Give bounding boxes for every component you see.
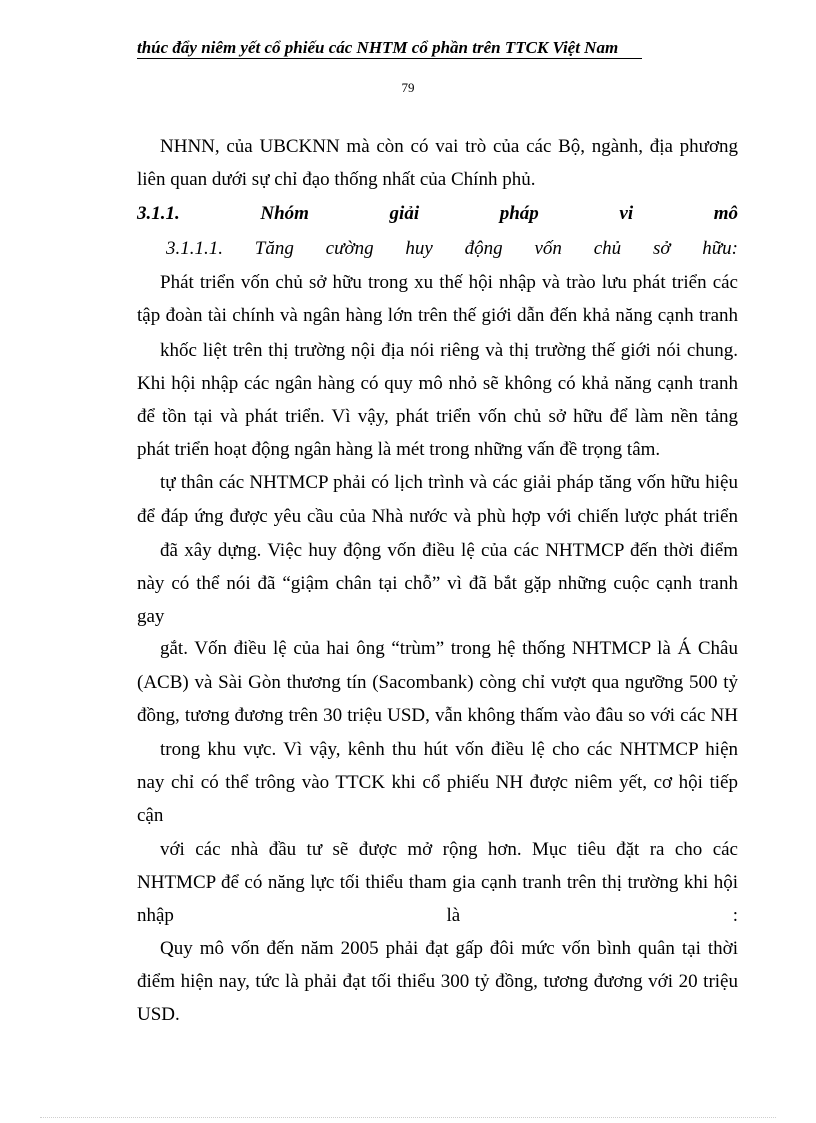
body-line: liên quan dưới sự chỉ đạo thống nhất của Chính phủ. (137, 169, 536, 190)
body-line: điểm hiện nay, tức là phải đạt tối thiểu 300 tỷ đồng, tương đương với 20 triệu (137, 971, 738, 992)
page-bottom-border (40, 1117, 776, 1118)
body-line: đã xây dựng. Việc huy động vốn điều lệ của các NHTMCP đến thời điểm (160, 540, 738, 561)
body-line: nhập là : (137, 905, 738, 926)
body-line: khốc liệt trên thị trường nội địa nói riêng và thị trường thế giới nói chung. (160, 340, 738, 361)
body-line: Khi hội nhập các ngân hàng có quy mô nhỏ sẽ không có khả năng cạnh tranh (137, 373, 738, 394)
section-heading: 3.1.1. Nhóm giải pháp vi mô (137, 203, 738, 224)
body-line: với các nhà đầu tư sẽ được mở rộng hơn. Mục tiêu đặt ra cho các (160, 839, 738, 860)
body-line: Phát triển vốn chủ sở hữu trong xu thế hội nhập và trào lưu phát triển các (160, 272, 738, 293)
body-line: gay (137, 606, 165, 627)
body-line: để tồn tại và phát triển. Vì vậy, phát triển vốn chủ sở hữu để làm nền tảng (137, 406, 738, 427)
body-line: gắt. Vốn điều lệ của hai ông “trùm” trong hệ thống NHTMCP là Á Châu (160, 638, 738, 659)
body-line: NHTMCP để có năng lực tối thiểu tham gia cạnh tranh trên thị trường khi hội (137, 872, 738, 893)
body-line: (ACB) và Sài Gòn thương tín (Sacombank) còng chỉ vượt qua ngưỡng 500 tỷ (137, 672, 738, 693)
body-line: tự thân các NHTMCP phải có lịch trình và các giải pháp tăng vốn hữu hiệu (160, 472, 738, 493)
body-line: đồng, tương đương trên 30 triệu USD, vẫn không thấm vào đâu so với các NH (137, 705, 738, 726)
body-line: Quy mô vốn đến năm 2005 phải đạt gấp đôi mức vốn bình quân tại thời (160, 938, 738, 959)
page-number: 79 (401, 80, 415, 95)
subsection-heading: 3.1.1.1. Tăng cường huy động vốn chủ sở hữu: (166, 238, 738, 259)
body-line: nay chỉ có thể trông vào TTCK khi cổ phiếu NH được niêm yết, cơ hội tiếp (137, 772, 738, 793)
running-header: thúc đẩy niêm yết cổ phiếu các NHTM cổ phần trên TTCK Việt Nam (137, 38, 642, 59)
body-line: tập đoàn tài chính và ngân hàng lớn trên thế giới dẫn đến khả năng cạnh tranh (137, 305, 738, 326)
body-line: USD. (137, 1004, 180, 1025)
body-line: để đáp ứng được yêu cầu của Nhà nước và phù hợp với chiến lược phát triển (137, 506, 738, 527)
body-line: này có thể nói đã “giậm chân tại chỗ” vì đã bắt gặp những cuộc cạnh tranh (137, 573, 738, 594)
body-line: cận (137, 805, 164, 826)
body-line: trong khu vực. Vì vậy, kênh thu hút vốn điều lệ cho các NHTMCP hiện (160, 739, 738, 760)
body-line: NHNN, của UBCKNN mà còn có vai trò của các Bộ, ngành, địa phương (160, 136, 738, 157)
body-line: phát triển hoạt động ngân hàng là mét trong những vấn đề trọng tâm. (137, 439, 661, 460)
